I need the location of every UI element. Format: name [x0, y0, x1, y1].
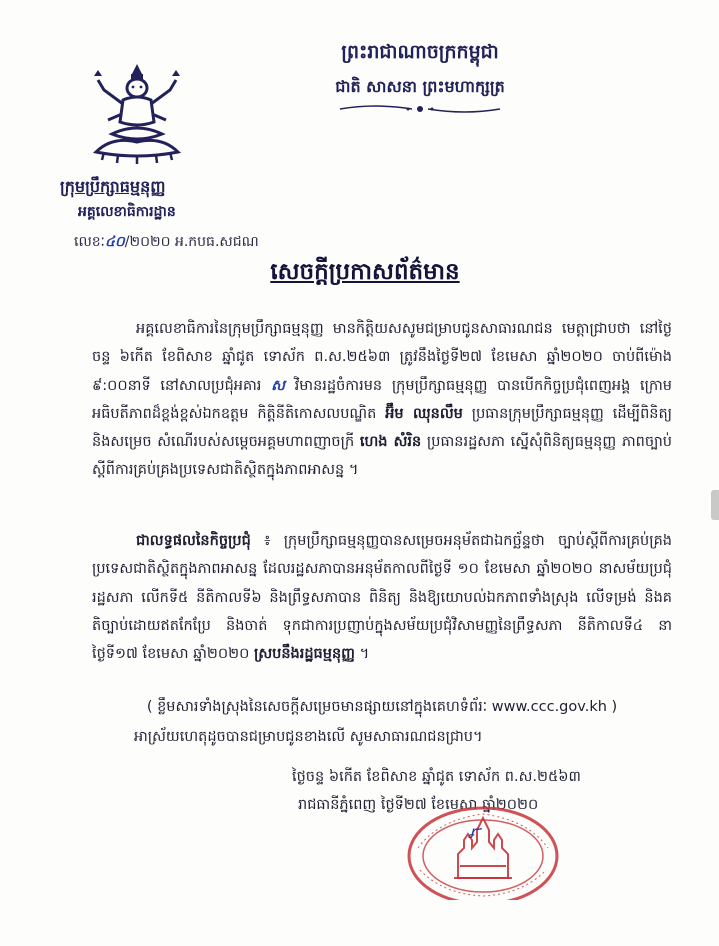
paragraph1-part-a: អគ្គលេខាធិការនៃក្រុមប្រឹក្សាធម្មនុញ្ញ មានកិត្តិយសសូមជម្រាបជូនសាធារណជន មេត្តាជ្រាបថា នៅថ្ងៃចន្ទ ៦កើត ខែពិសាខ ឆ្នាំជូត ទោស័ក ព.ស.២៥៦៣ ត្រូវនឹងថ្ងៃទី២៧ ខែមេសា ឆ្នាំ២០២០ ចាប់ពីម៉ោង ៩:០០នាទី នៅសាលប្រជុំអគារ [92, 321, 672, 394]
reference-label: លេខៈ [74, 234, 105, 250]
solar-date: រាជធានីភ្នំពេញ ថ្ងៃទី២៧ ខែមេសា ឆ្នាំ២០២០ [298, 797, 539, 813]
scan-edge-mark [711, 490, 719, 520]
ornament-divider-icon [330, 102, 510, 116]
reference-handwritten-number: ៤០ [104, 234, 125, 250]
organization-name: ក្រុមប្រឹក្សាធម្មនុញ្ញ [60, 177, 166, 196]
paragraph1-part-c: ប្រធានក្រុមប្រឹក្សាធម្មនុញ្ញ ដើម្បីពិនិត្យ និងសម្រេច សំណើរបស់សម្តេចអគ្គមហាពញាចក្រី [92, 405, 673, 451]
result-emphasis: ស្របនឹងរដ្ឋធម្មនុញ្ញ [254, 646, 355, 663]
kingdom-heading: ព្រះរាជាណាចក្រកម្ពុជា [341, 41, 499, 63]
assembly-president-name: ហេង សំរិន [359, 434, 422, 451]
reference-suffix: /២០២០ អ.កបធ.សជណ [124, 234, 259, 250]
official-seal-icon [398, 790, 568, 900]
document-title: សេចក្តីប្រកាសព័ត៌មាន [270, 259, 460, 285]
lunar-date: ថ្ងៃចន្ទ ៦កើត ខែពិសាខ ឆ្នាំជូត ទោស័ក ព.ស.២៥៦៣ [292, 769, 581, 785]
closing-sentence: អាស្រ័យហេតុដូចបានជម្រាបជូនខាងលើ សូមសាធារណជនជ្រាប។ [134, 729, 483, 745]
paragraph2-part-a: ៖ ក្រុមប្រឹក្សាធម្មនុញ្ញបានសម្រេចអនុម័តជាឯកច្ឆ័ន្ទថា ច្បាប់ស្តីពីការគ្រប់គ្រងប្រទេសជាតិស្ថិតក្នុងភាពអាសន្ន ដែលរដ្ឋសភាបានអនុម័តកាលពីថ្ងៃទី ១០ ខែមេសា ឆ្នាំ២០២០ នាសម័យប្រជុំរដ្ឋសភា លើកទី៥ នីតិកាលទី៦ និងព្រឹទ្ធសភាបាន ពិនិត្យ និងឱ្យយោបល់ឯកភាពទាំងស្រុង លើទម្រង់ និងគតិច្បាប់ដោយឥតកែប្រែ និងចាត់ ទុកជាការប្រញាប់ក្នុងសម័យប្រជុំវិសាមញ្ញនៃព្រឹទ្ធសភា នីតិកាលទី៤ នាថ្ងៃទី១៧ ខែមេសា ឆ្នាំ២០២០ [92, 533, 672, 663]
paragraph1-handwritten-digit: ស [271, 377, 285, 394]
president-name: អ៊ឹម ឈុនលឹម [385, 405, 463, 422]
paragraph-result [92, 527, 672, 668]
national-motto: ជាតិ សាសនា ព្រះមហាក្សត្រ [335, 77, 505, 96]
signature: ꭊ [468, 822, 480, 843]
website-note: ( ខ្លឹមសារទាំងស្រុងនៃសេចក្តីសម្រេចមានផ្សាយនៅក្នុងគេហទំព័រៈ www.ccc.gov.kh ) [146, 699, 618, 715]
paragraph-meeting [92, 315, 672, 485]
constitutional-council-emblem-icon [82, 60, 192, 170]
paragraph1-part-d: ប្រធានរដ្ឋសភា ស្នើសុំពិនិត្យធម្មនុញ្ញ ភាពច្បាប់ស្តីពីការគ្រប់គ្រងប្រទេសជាតិស្ថិតក្នុងភាពអាសន្ន ។ [92, 434, 672, 479]
department-name: អគ្គលេខាធិការដ្ឋាន [78, 204, 176, 220]
paragraph2-part-b: ។ [354, 646, 370, 663]
result-lead: ជាលទ្ធផលនៃកិច្ចប្រជុំ [136, 533, 251, 549]
reference-number [74, 232, 259, 253]
paragraph1-part-b: វិមានរដ្ឋចំការមន ក្រុមប្រឹក្សាធម្មនុញ្ញ បានបើកកិច្ចប្រជុំពេញអង្គ ក្រោមអធិបតីភាពដ៏ខ្ពង់ខ្ពស់ឯកឧត្តម កិត្តិនីតិកោសលបណ្ឌិត [92, 377, 672, 422]
